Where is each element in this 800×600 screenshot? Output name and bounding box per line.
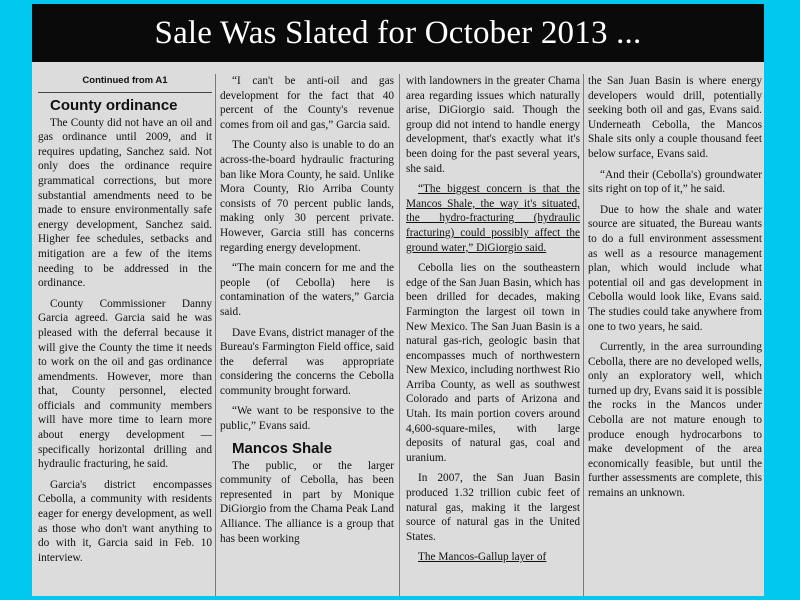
continued-from-label: Continued from A1 bbox=[38, 74, 212, 93]
article-paragraph: with landowners in the greater Chama area regarding issues which naturally arise, DiGiorgio said. Though the group did not intend to handle energy development, that's exactly what it's been doing for the past several years, she said. bbox=[406, 75, 580, 175]
subhead-county-ordinance: County ordinance bbox=[50, 96, 178, 114]
article-paragraph: “And their (Cebolla's) groundwater sits right on top of it,” he said. bbox=[588, 168, 762, 196]
article-paragraph: Dave Evans, district manager of the Bureau's Farmington Field office, said the deferral was appropriate considering the concerns the Cebolla community brought forward. bbox=[220, 326, 394, 397]
headline: Sale Was Slated for October 2013 ... bbox=[32, 4, 764, 62]
article-paragraph: The Mancos-Gallup layer of bbox=[418, 551, 547, 564]
column-rule bbox=[215, 74, 216, 596]
article-paragraph: County Commissioner Danny Garcia agreed. Garcia said he was pleased with the deferral because it will give the County the time it needs to work on the oil and gas ordinance amendments. However, more than that, County personnel, elected officials and community members will have more time to learn more about energy development — specifically horizontal drilling and hydraulic fracturing, he said. bbox=[38, 297, 212, 471]
column-1 bbox=[38, 74, 212, 596]
article-paragraph: In 2007, the San Juan Basin produced 1.32 trillion cubic feet of natural gas, making it the largest source of natural gas in the United States. bbox=[406, 472, 580, 543]
column-rule bbox=[399, 74, 400, 596]
article-paragraph: Due to how the shale and water source are situated, the Bureau wants to do a full environment assessment as well as a resource management plan, which would include what potential oil and gas development in Cebolla would look like, Evans said. The studies could take anywhere from one to two years, he said. bbox=[588, 203, 762, 333]
article-paragraph: Cebolla lies on the southeastern edge of the San Juan Basin, which has been drilled for decades, making Farmington the largest oil town in New Mexico. The San Juan Basin is a natural gas-rich, geologic basin that encompasses much of northwestern New Mexico, including northwest Rio Arriba County, as well as southwest Colorado and parts of Arizona and Utah. Its main portion covers around 4,600-square-miles, with large deposits of natural gas, coal and uranium. bbox=[406, 262, 580, 464]
subhead-mancos-shale: Mancos Shale bbox=[232, 439, 333, 457]
column-2 bbox=[220, 74, 394, 596]
article-paragraph: Garcia's district encompasses Cebolla, a community with residents eager for energy development, as well as those who don't want anything to do with it, Garcia said in Feb. 10 interview. bbox=[38, 478, 212, 564]
article-paragraph: “I can't be anti-oil and gas development for the fact that 40 percent of the County's revenue comes from oil and gas,” Garcia said. bbox=[220, 75, 394, 131]
article-paragraph: the San Juan Basin is where energy developers would drill, potentially seeking both oil and gas, Evans said. Underneath Cebolla, the Mancos Shale sits only a couple thousand feet below surface, Evans said. bbox=[588, 75, 762, 160]
column-4 bbox=[588, 74, 762, 596]
article-paragraph: The County also is unable to do an across-the-board hydraulic fracturing ban like Mora County, he said. Unlike Mora County, Rio Arriba County consists of 70 percent public lands, making only 30 percent private. However, Garcia still has concerns regarding energy development. bbox=[220, 139, 394, 254]
column-rule bbox=[583, 74, 584, 596]
article-paragraph: The public, or the larger community of Cebolla, has been represented in part by Monique DiGiorgio from the Chama Peak Land Alliance. The alliance is a group that has been working bbox=[220, 459, 394, 545]
article-paragraph: “The main concern for me and the people (of Cebolla) here is contamination of the waters,” Garcia said. bbox=[220, 262, 394, 318]
article-paragraph: Currently, in the area surrounding Cebolla, there are no developed wells, only an exploratory well, which turned up dry, Evans said it is possible the rocks in the Mancos under Cebolla are not mature enough to produce enough hydrocarbons to make development of the area economically feasible, but until the further assessments are complete, this remains an unknown. bbox=[588, 341, 762, 500]
column-3 bbox=[406, 74, 580, 596]
article-paragraph: “We want to be responsive to the public,” Evans said. bbox=[220, 405, 394, 433]
article-paragraph: “The biggest concern is that the Mancos Shale, the way it's situated, the hydro-fracturing (hydraulic fracturing) could possibly affect the ground water,” DiGiorgio said. bbox=[406, 183, 580, 254]
article-paragraph: The County did not have an oil and gas ordinance until 2009, and it requires updating, Sanchez said. Not only does the ordinance require grammatical corrections, but more substantial amendments need to be made to ensure environmentally safe energy development, Sanchez said. Higher fee schedules, setbacks and mitigation are a few of the items needing to be addressed in the ordinance. bbox=[38, 116, 212, 290]
newspaper-page bbox=[32, 4, 764, 596]
